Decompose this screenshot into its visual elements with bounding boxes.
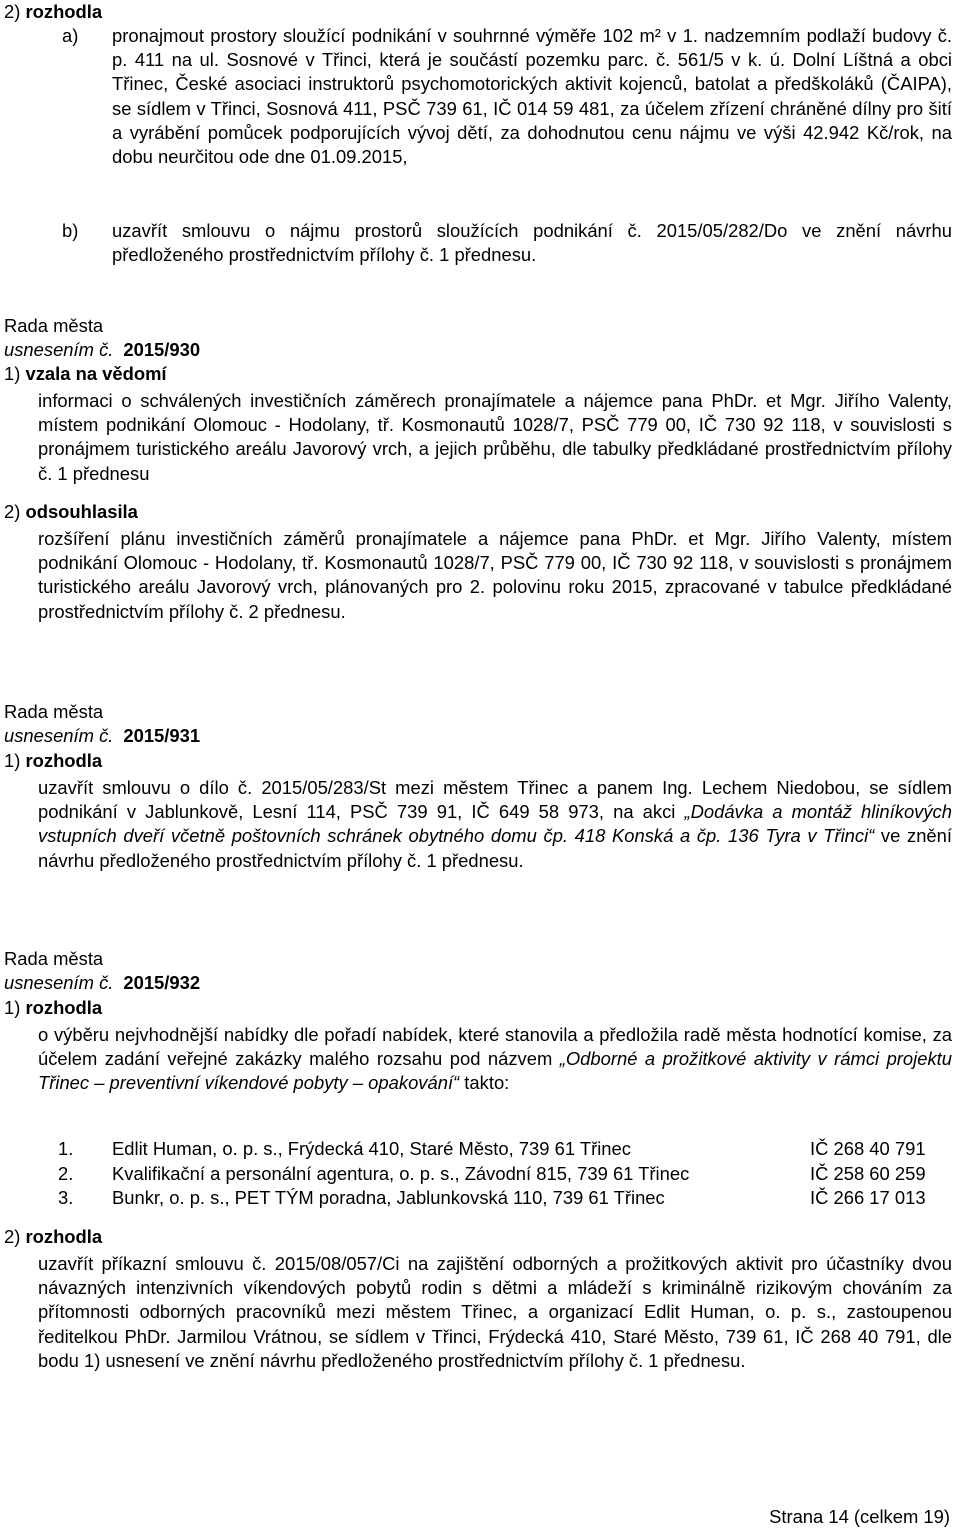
- list-item-number: 3.: [58, 1187, 74, 1208]
- sub-item-a-text: pronajmout prostory sloužící podnikání v souhrnné výměře 102 m² v 1. nadzemním podlaží budovy č. p. 411 na ul. Sosnové v Třinci, která je součástí pozemku parc. č. 561/5 v k. ú. Dolní Líštná a obci Třinec, České asociaci instruktorů psychomotorických aktivit kojenců, batolat a předškoláků (ČAIPA), se sídlem v Třinci, Sosnová 411, PSČ 739 61, IČ 014 59 481, za účelem zřízení chráněné dílny pro šití a vyrábění pomůcek podporujících vývoj dětí, za dohodnutou cenu nájmu ve výši 42.942 Kč/rok, na dobu neurčitou ode dne 01.09.2015,: [112, 25, 952, 168]
- item-heading: [4, 500, 138, 524]
- resolution-number-line: [4, 971, 200, 995]
- list-item-text: Kvalifikační a personální agentura, o. p. s., Závodní 815, 739 61 Třinec: [112, 1163, 690, 1184]
- item-number: 1): [4, 363, 21, 384]
- resolution-number: 2015/930: [123, 339, 201, 360]
- item-label: vzala na vědomí: [25, 363, 167, 384]
- item-text: [38, 1023, 952, 1096]
- council-heading: Rada města: [4, 701, 104, 722]
- item-label: rozhodla: [25, 1226, 103, 1247]
- item-heading: [4, 1225, 102, 1249]
- item-label: odsouhlasila: [25, 501, 138, 522]
- list-item-text: Bunkr, o. p. s., PET TÝM poradna, Jablunkovská 110, 739 61 Třinec: [112, 1187, 665, 1208]
- item-text: rozšíření plánu investičních záměrů pronajímatele a nájemce pana PhDr. et Mgr. Jiřího Valenty, místem podnikání Olomouc - Hodolany, tř. Kosmonautů 1028/7, PSČ 779 00, IČ 730 92 118, v souvislosti s pronájmem turistického areálu Javorový vrch, plánovaných pro 2. polovinu roku 2015, zpracované v tabulce předkládané prostřednictvím přílohy č. 2 přednesu.: [38, 528, 952, 622]
- text-segment: o výběru nejvhodnější nabídky dle pořadí nabídek, které stanovila a předložila radě města hodnotící komise, za účelem zadání veřejné zakázky malého rozsahu pod názvem: [38, 1024, 952, 1070]
- list-item-ic: IČ 266 17 013: [810, 1187, 926, 1208]
- list-item-number: 2.: [58, 1163, 74, 1184]
- item-number: 1): [4, 750, 21, 771]
- resolution-number: 2015/931: [123, 725, 201, 746]
- item-heading: [4, 996, 102, 1020]
- item-heading: [4, 362, 167, 386]
- tender-title: „Odborné a prožitkové aktivity v rámci projektu Třinec – preventivní víkendové pobyty – opakování“: [38, 1048, 952, 1094]
- item-text: informaci o schválených investičních záměrech pronajímatele a nájemce pana PhDr. et Mgr. Jiřího Valenty, místem podnikání Olomouc - Hodolany, tř. Kosmonautů 1028/7, PSČ 779 00, IČ 730 92 118, v souvislosti s pronájmem turistického areálu Javorový vrch, a jejich průběhu, dle tabulky předkládané prostřednictvím přílohy č. 1 přednesu: [38, 390, 952, 484]
- text-segment: ve znění návrhu předloženého prostřednictvím přílohy č. 1 přednesu.: [38, 825, 952, 871]
- text-segment: takto:: [459, 1072, 510, 1094]
- list-item-number: 1.: [58, 1138, 74, 1159]
- item-label: rozhodla: [25, 750, 103, 771]
- list-item-ic: IČ 268 40 791: [810, 1138, 926, 1159]
- page-footer: Strana 14 (celkem 19): [769, 1506, 950, 1527]
- resolution-number-line: [4, 724, 200, 748]
- resolution-label: usnesením č.: [4, 972, 114, 993]
- list-item-text: Edlit Human, o. p. s., Frýdecká 410, Staré Město, 739 61 Třinec: [112, 1138, 631, 1159]
- list-item-ic: IČ 258 60 259: [810, 1163, 926, 1184]
- sub-item-b-text: uzavřít smlouvu o nájmu prostorů sloužících podnikání č. 2015/05/282/Do ve znění návrhu předloženého prostřednictvím přílohy č. 1 přednesu.: [112, 220, 952, 266]
- resolution-label: usnesením č.: [4, 339, 114, 360]
- resolution-number: 2015/932: [123, 972, 201, 993]
- item-text: [38, 776, 952, 873]
- item-heading: [4, 749, 102, 773]
- item-number: 2): [4, 1226, 21, 1247]
- text-segment: uzavřít smlouvu o dílo č. 2015/05/283/St mezi městem Třinec a panem Ing. Lechem Niedobou, se sídlem podnikání v Jablunkově, Lesní 114, PSČ 739 91, IČ 649 58 973, na akci: [38, 777, 952, 823]
- council-heading: Rada města: [4, 315, 104, 336]
- item-label: rozhodla: [25, 1, 103, 22]
- sub-item-letter-b: b): [62, 220, 79, 241]
- item-text: uzavřít příkazní smlouvu č. 2015/08/057/Ci na zajištění odborných a prožitkových aktivit pro účastníky dvou návazných intenzivních víkendových pobytů rodin s dětmi a mládeží s kriminálně rizikovým chováním za přítomnosti odborných pracovníků mezi městem Třinec, a organizací Edlit Human, o. p. s., zastoupenou ředitelkou PhDr. Jarmilou Vrátnou, se sídlem v Třinci, Frýdecká 410, Staré Město, 739 61, IČ 268 40 791, dle bodu 1) usnesení ve znění návrhu předloženého prostřednictvím přílohy č. 1 přednesu.: [38, 1253, 952, 1371]
- resolution-number-line: [4, 338, 200, 362]
- sub-item-letter-a: a): [62, 25, 79, 46]
- action-title: „Dodávka a montáž hliníkových vstupních dveří včetně poštovních schránek obytného domu čp. 418 Konská a čp. 136 Tyra v Třinci“: [38, 801, 952, 847]
- item-number: 2): [4, 501, 21, 522]
- item-label: rozhodla: [25, 997, 103, 1018]
- item-number: 1): [4, 997, 21, 1018]
- council-heading: Rada města: [4, 948, 104, 969]
- resolution-label: usnesením č.: [4, 725, 114, 746]
- item-number: 2): [4, 1, 21, 22]
